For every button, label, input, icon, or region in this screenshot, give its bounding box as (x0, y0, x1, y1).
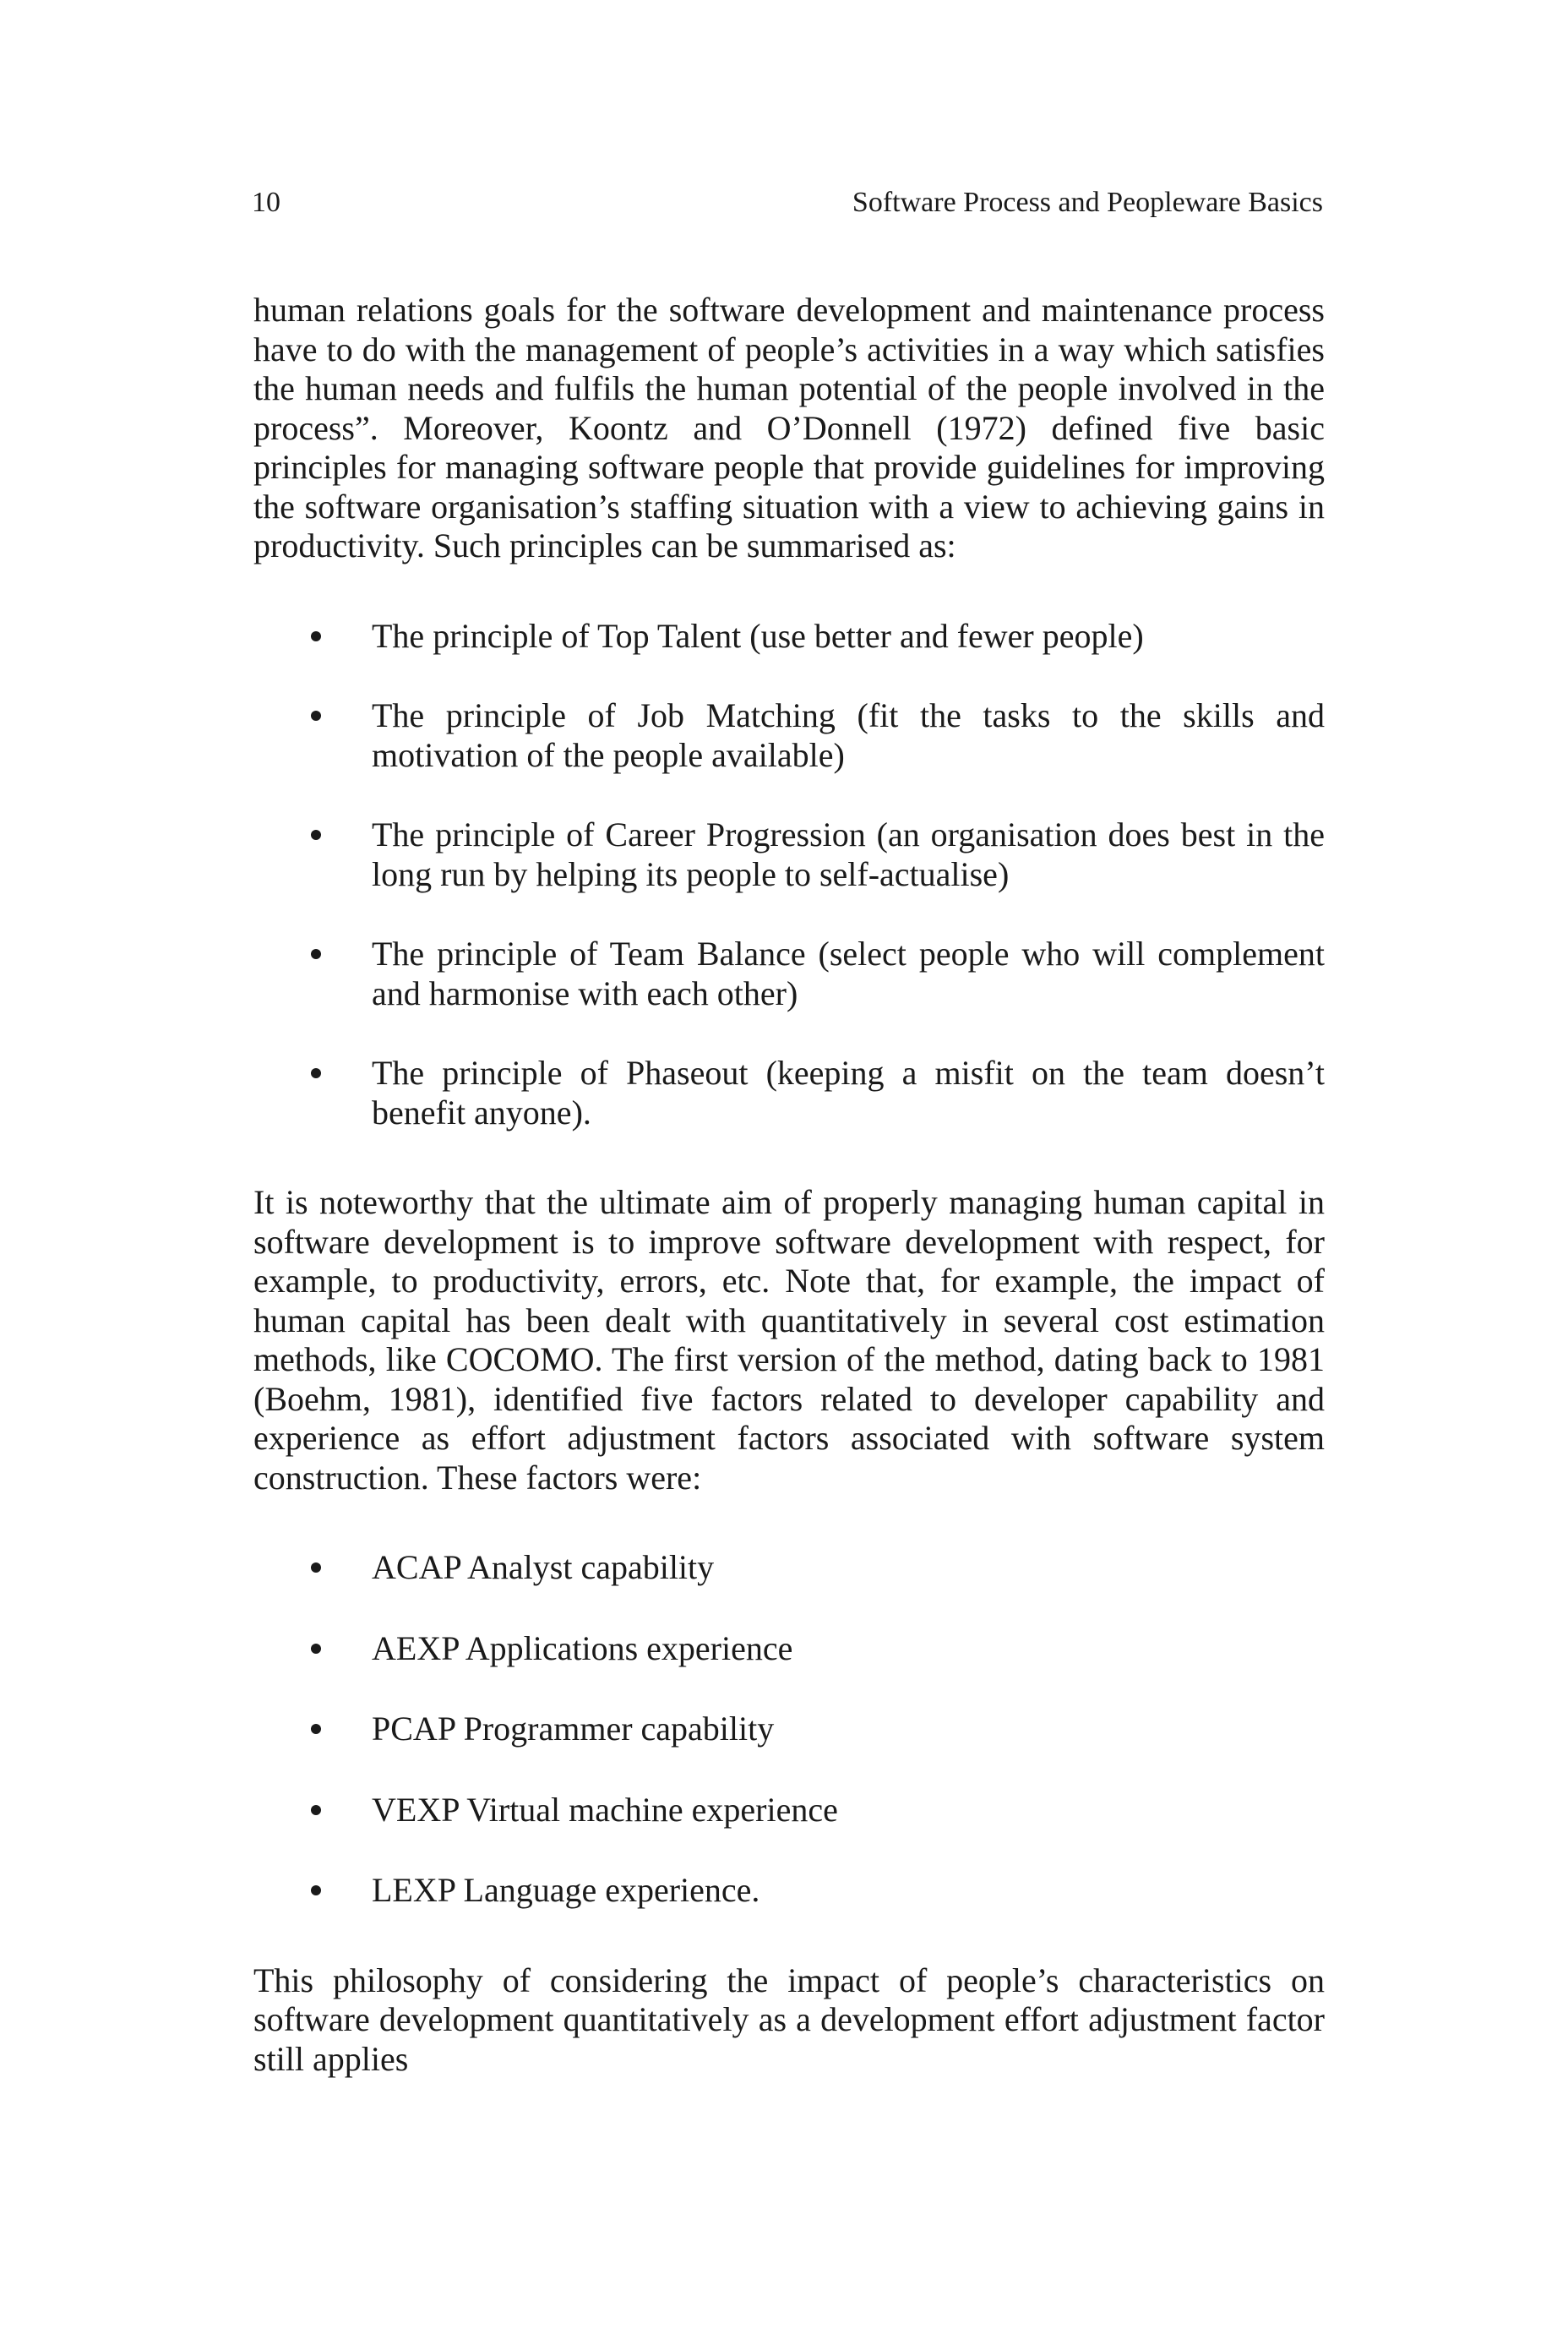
paragraph-philosophy: This philosophy of considering the impact of people’s characteristics on software development quantitatively as a development effort adjustment factor still applies (253, 1961, 1325, 2078)
list-item (253, 1791, 1325, 1830)
principles-list (253, 617, 1325, 1133)
body-text (253, 291, 1325, 2079)
list-item (253, 1871, 1325, 1911)
bullet-icon (311, 1068, 321, 1078)
list-item (253, 935, 1325, 1013)
bullet-icon (311, 1562, 321, 1573)
list-item-text: The principle of Phaseout (keeping a misfit on the team doesn’t benefit anyone). (372, 1054, 1325, 1132)
bullet-icon (311, 1805, 321, 1815)
bullet-icon (311, 1885, 321, 1895)
list-item-text: ACAP Analyst capability (372, 1548, 715, 1586)
factors-list (253, 1548, 1325, 1911)
bullet-icon (311, 1644, 321, 1654)
list-item (253, 1710, 1325, 1749)
bullet-icon (311, 1724, 321, 1734)
list-item-text: VEXP Virtual machine experience (372, 1790, 838, 1829)
list-item (253, 1054, 1325, 1132)
list-item-text: AEXP Applications experience (372, 1628, 793, 1667)
list-item-text: The principle of Team Balance (select people who will complement and harmonise with each other) (372, 935, 1325, 1012)
list-item (253, 815, 1325, 894)
bullet-icon (311, 949, 321, 959)
running-head (252, 183, 1323, 223)
list-item-text: The principle of Career Progression (an organisation does best in the long run by helping its people to self-actualise) (372, 815, 1325, 893)
bullet-icon (311, 631, 321, 641)
paragraph-human-capital: It is noteworthy that the ultimate aim of properly managing human capital in software development is to improve software development with respect, for example, to productivity, errors, etc. Note that, for example, the impact of human capital has been dealt with quantitatively in several cost estimation methods, like COCOMO. The first version of the method, dating back to 1981 (Boehm, 1981), identified five factors related to developer capability and experience as effort adjustment factors associated with software system construction. These factors were: (253, 1183, 1325, 1497)
running-head-title: Software Process and Peopleware Basics (852, 187, 1323, 218)
page-number: 10 (252, 187, 280, 218)
list-item (253, 696, 1325, 775)
list-item-text: PCAP Programmer capability (372, 1710, 775, 1748)
list-item-text: LEXP Language experience. (372, 1871, 760, 1909)
list-item-text: The principle of Job Matching (fit the tasks to the skills and motivation of the people available) (372, 696, 1325, 774)
list-item (253, 1629, 1325, 1669)
bullet-icon (311, 711, 321, 721)
bullet-icon (311, 830, 321, 840)
list-item (253, 617, 1325, 657)
paragraph-human-relations: human relations goals for the software development and maintenance process have to do with the management of people’s activities in a way which satisfies the human needs and fulfils the human potential of the people involved in the process”. Moreover, Koontz and O’Donnell (1972) defined five basic principles for managing software people that provide guidelines for improving the software organisation’s staffing situation with a view to achieving gains in productivity. Such principles can be summarised as: (253, 291, 1325, 564)
list-item-text: The principle of Top Talent (use better and fewer people) (372, 616, 1144, 655)
list-item (253, 1548, 1325, 1588)
